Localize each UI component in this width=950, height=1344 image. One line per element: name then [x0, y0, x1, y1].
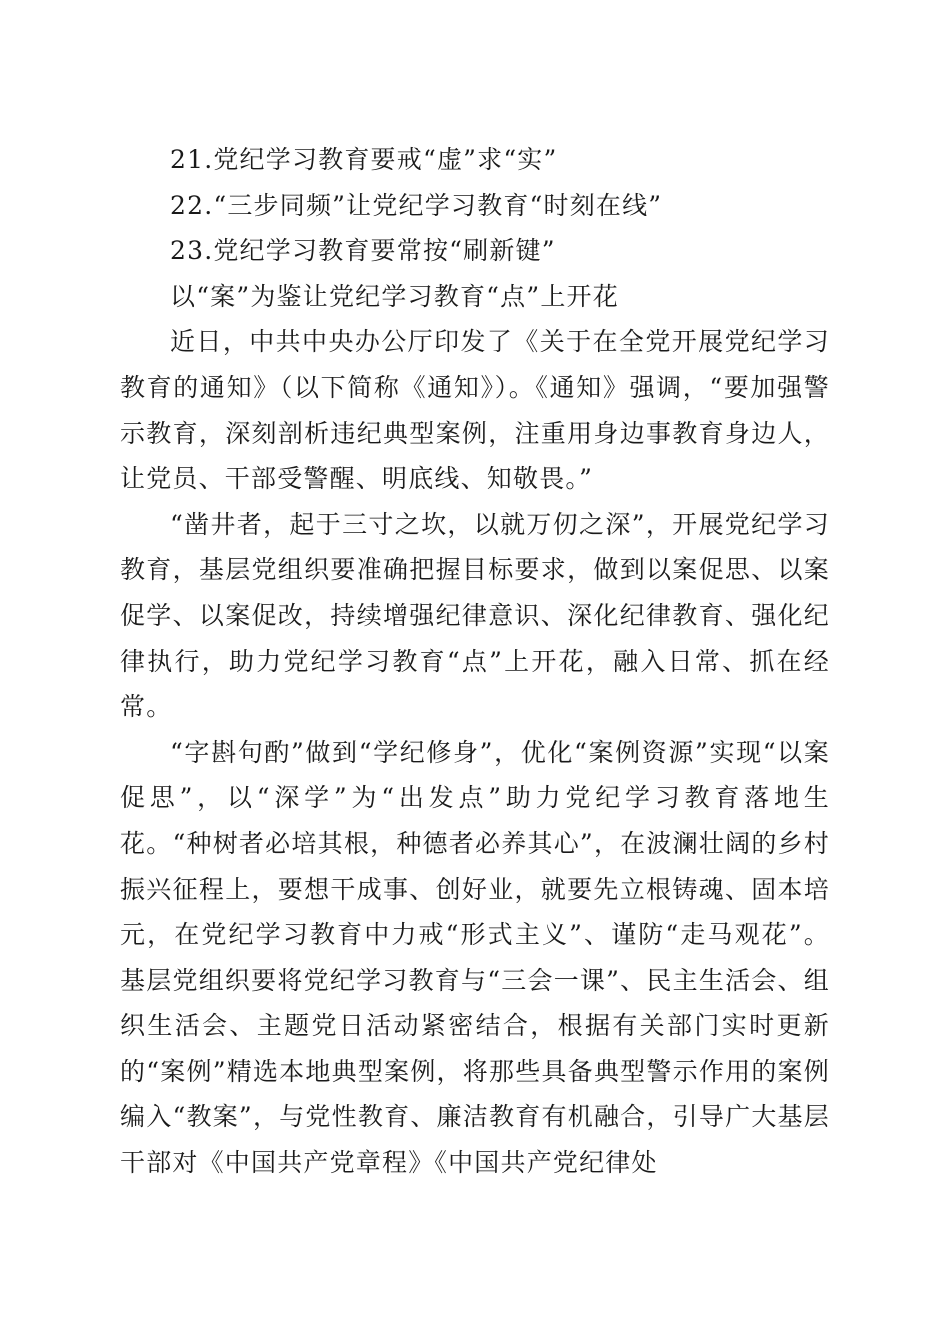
article-title: 以“案”为鉴让党纪学习教育“点”上开花	[170, 281, 619, 311]
paragraph-3: “字斟句酌”做到“学纪修身”，优化“案例资源”实现“以案促思”，以“深学”为“出发点”助力党纪学习教育落地生花。“种树者必培其根，种德者必养其心”，在波澜壮阔的乡村振兴征程上，要想干成事、创好业，就要先立根铸魂、固本培元，在党纪学习教育中力戒“形式主义”、谨防“走马观花”。基层党组织要将党纪学习教育与“三会一课”、民主生活会、组织生活会、主题党日活动紧密结合，根据有关部门实时更新的“案例”精选本地典型案例，将那些具备典型警示作用的案例编入“教案”，与党性教育、廉洁教育有机融合，引导广大基层干部对《中国共产党章程》《中国共产党纪律处	[120, 737, 830, 1178]
paragraph-2: “凿井者，起于三寸之坎，以就万仞之深”，开展党纪学习教育，基层党组织要准确把握目标要求，做到以案促思、以案促学、以案促改，持续增强纪律意识、深化纪律教育、强化纪律执行，助力党纪学习教育“点”上开花，融入日常、抓在经常。	[120, 509, 830, 722]
document-body	[120, 137, 830, 1186]
heading-item-23: 23.党纪学习教育要常按“刷新键”	[170, 236, 556, 266]
paragraph-1: 近日，中共中央办公厅印发了《关于在全党开展党纪学习教育的通知》（以下简称《通知》）。《通知》强调，“要加强警示教育，深刻剖析违纪典型案例，注重用身边事教育身边人，让党员、干部受警醒、明底线、知敬畏。”	[120, 327, 830, 494]
heading-item-21: 21.党纪学习教育要戒“虚”求“实”	[170, 145, 558, 174]
heading-item-22: 22.“三步同频”让党纪学习教育“时刻在线”	[170, 190, 663, 220]
